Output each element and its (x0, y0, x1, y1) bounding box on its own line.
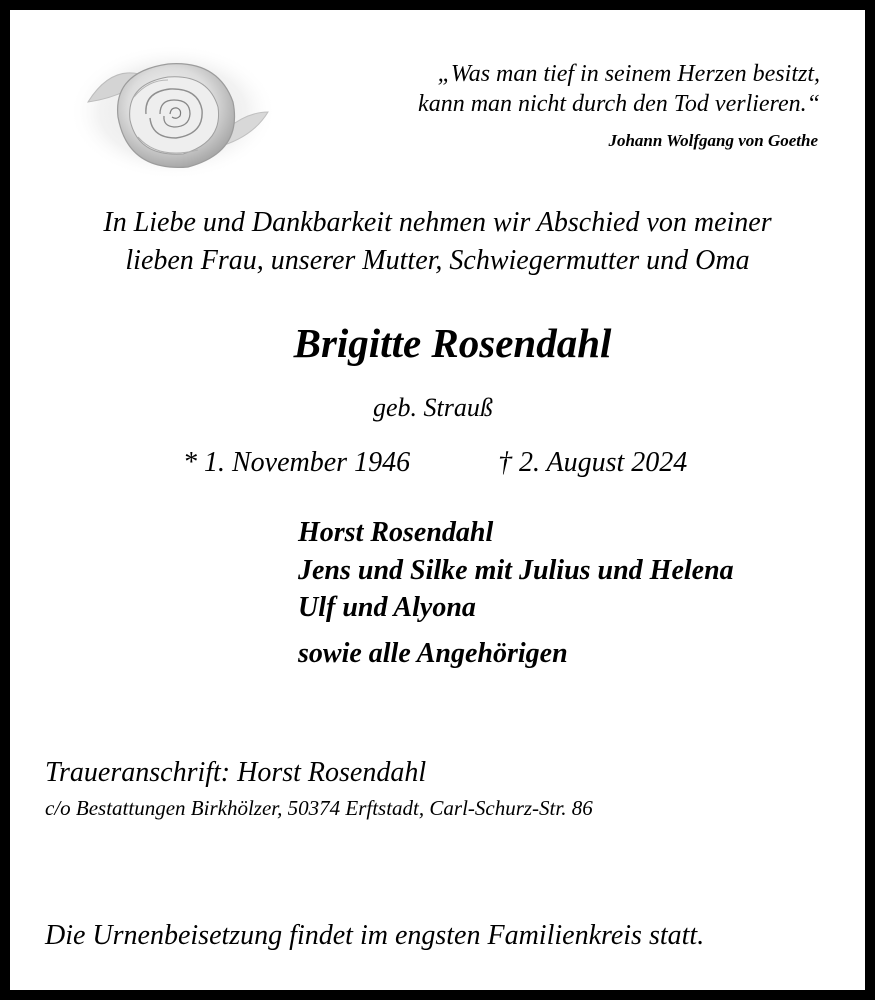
mourner-line: Jens und Silke mit Julius und Helena (298, 555, 734, 586)
rose-image (68, 42, 278, 182)
intro-line-1: In Liebe und Dankbarkeit nehmen wir Abschied von meiner (103, 207, 772, 238)
obituary-notice (10, 10, 865, 990)
deceased-name: Brigitte Rosendahl (293, 320, 612, 366)
address-line: c/o Bestattungen Birkhölzer, 50374 Erftstadt, Carl-Schurz-Str. 86 (45, 796, 593, 820)
quote-line-2: kann man nicht durch den Tod verlieren.“ (418, 91, 820, 117)
quote-author: Johann Wolfgang von Goethe (608, 131, 818, 150)
intro-line-2: lieben Frau, unserer Mutter, Schwiegermutter und Oma (125, 245, 750, 276)
quote-line-1: „Was man tief in seinem Herzen besitzt, (437, 61, 820, 87)
address-heading: Traueranschrift: Horst Rosendahl (45, 757, 427, 788)
mourner-line: Horst Rosendahl (298, 517, 494, 548)
birth-date: * 1. November 1946 (183, 447, 411, 478)
maiden-name: geb. Strauß (373, 393, 493, 422)
closing-note: Die Urnenbeisetzung findet im engsten Familienkreis statt. (45, 920, 705, 951)
death-date: † 2. August 2024 (498, 447, 688, 478)
mourner-line: sowie alle Angehörigen (298, 638, 568, 669)
mourner-line: Ulf und Alyona (298, 592, 476, 623)
